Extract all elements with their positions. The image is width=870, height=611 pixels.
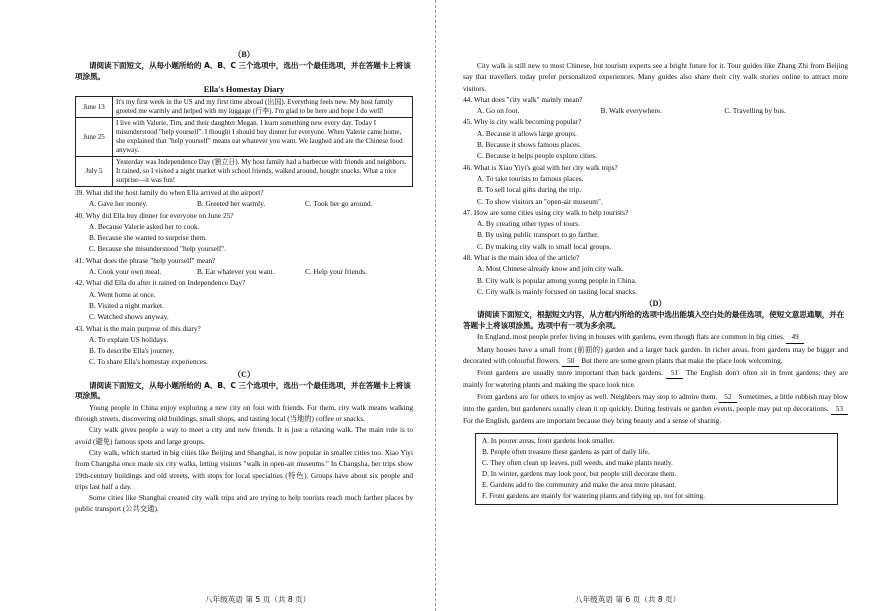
option-b: B. To sell local gifts during the trip. — [477, 185, 582, 195]
option-b: B. Greeted her warmly. — [197, 199, 266, 209]
diary-date: July 5 — [76, 157, 113, 187]
text-run: The English don't often sit in front gardens; they are mainly for watering plants and making the space look nice. — [463, 368, 848, 390]
question-48: 48. What is the main idea of the article? — [463, 253, 580, 263]
option-b: B. Eat whatever you want. — [197, 267, 275, 277]
instruction-d-text: 请阅读下面短文，根据短文内容，从方框内所给的选项中选出能填入空白处的最佳选项，使短文意思通顺，并在答题卡上将该项涂黑。选项中有一项为多余项。 — [463, 310, 845, 330]
options-39 — [75, 198, 413, 209]
passage-paragraph: City walk gives people a way to meet a city and new friends. It is just a relaxing walk. The main rule is to avoid (避免) famous spots and large groups. — [75, 425, 413, 446]
text-run: In England, most people prefer living in houses with gardens, even though flats are common in big cities. — [477, 332, 787, 342]
option-b: B. City walk is popular among young people in China. — [477, 275, 637, 285]
page-footer-right: 八年级英语 第 6 页（共 8 页） — [575, 595, 681, 604]
question-39: 39. What did the host family do when Ella arrived at the airport? — [75, 188, 264, 197]
option-b: B. Visited a night market. — [89, 300, 164, 310]
diary-date: June 13 — [76, 97, 113, 118]
option-c: C. Watched shows anyway. — [89, 312, 169, 322]
blank-51: 51 — [666, 367, 683, 379]
option-c: C. To show visitors an "open-air museum". — [477, 196, 603, 206]
blank-49: 49 — [786, 331, 803, 343]
instruction-b-text: 请阅读下面短文，从每小题所给的 A、B、C 三个选项中，选出一个最佳选项，并在答题卡上将该项涂黑。 — [75, 61, 411, 81]
text-run: Front gardens are for others to enjoy as well. Neighbors may stop to admire them. — [477, 391, 720, 401]
option-b: B. By using public transport to go farther. — [477, 230, 599, 240]
question-40: 40. Why did Ella buy dinner for everyone on June 25? — [75, 210, 234, 220]
option-a: A. To take tourists to famous places. — [477, 173, 584, 183]
section-d-heading: （D） — [644, 299, 667, 309]
option-a: A. Most Chinese already know and join city walk. — [477, 264, 624, 274]
text-run: For the English, gardens are important because they bring beauty and a sense of sharing. — [463, 416, 722, 426]
passage-paragraph — [463, 344, 848, 368]
blank-53: 53 — [831, 403, 848, 415]
question-47: 47. How are some cities using city walk to help tourists? — [463, 207, 629, 217]
option-b: B. To describe Ella's journey. — [89, 346, 175, 356]
option-c: C. Took her go around. — [305, 199, 373, 209]
option-b: B. Walk everywhere. — [600, 106, 662, 116]
option-c: C. City walk is mainly focused on tasting local snacks. — [477, 286, 637, 296]
text-run: Front gardens are usually more important than back gardens. — [477, 368, 666, 378]
table-row — [76, 118, 413, 157]
question-41: 41. What does the phrase "help yourself" mean? — [75, 255, 216, 265]
question-44: 44. What does "city walk" mainly mean? — [463, 94, 583, 104]
box-option-b: B. People often treasure these gardens as part of daily life. — [482, 447, 650, 456]
option-a: A. Go on foot. — [477, 106, 520, 116]
option-b: B. Because she wanted to surprise them. — [89, 233, 207, 243]
option-a: A. Because it allows large groups. — [477, 128, 577, 138]
option-c: C. Because it helps people explore cities. — [477, 151, 597, 161]
table-row — [76, 157, 413, 187]
option-c: C. Because she misunderstood "help yourself". — [89, 244, 227, 254]
section-b-heading: （B） — [233, 50, 255, 59]
diary-title: Ella's Homestay Diary — [203, 85, 285, 94]
page-footer-left: 八年级英语 第 5 页（共 8 页） — [205, 595, 311, 604]
box-option-a: A. In poorer areas, front gardens look smaller. — [482, 436, 615, 445]
text-run: But there are some green plants that make the place look welcoming. — [579, 355, 783, 365]
options-41 — [75, 266, 413, 277]
instruction-c — [75, 381, 413, 402]
passage-paragraph — [463, 367, 848, 391]
text-run: Sometimes, a little rubbish may blow into the garden, but gardeners usually clean it up quickly. During festivals or garden events, people may put up decorations. — [463, 391, 848, 414]
option-a: A. Gave her money. — [89, 199, 148, 209]
question-42: 42. What did Ella do after it rained on Independence Day? — [75, 278, 246, 288]
instruction-b — [75, 61, 413, 82]
blank-50: 50 — [562, 355, 579, 367]
option-a: A. Cook your own meal. — [89, 267, 162, 277]
diary-entry: It's my first week in the US and my first time abroad (出国). Everything feels new. My host family greeted me warmly and helped with my luggage (行李). I'm glad to be here and hope I do well! — [113, 97, 413, 118]
text-run: Many houses have a small front (前面的) garden and a larger back garden. In richer areas, front gardens may be bigger and decorated with colourful flowers. — [463, 344, 848, 365]
option-a: A. Because Valerie asked her to cook. — [89, 221, 200, 231]
options-44 — [463, 105, 848, 116]
box-option-d: D. In winter, gardens may look poor, but people still decorate them. — [482, 469, 677, 478]
passage-paragraph: Young people in China enjoy exploring a new city on foot with friends. For them, city walk means walking through streets, discovering old buildings, small shops, and tasting local (当地的) coffee or snacks. — [75, 402, 413, 424]
option-c: C. By making city walk to small local groups. — [477, 241, 612, 251]
passage-paragraph: City walk, which started in big cities like Beijing and Shanghai, is now popular in smaller cities too. Xiao Yiyi from Changsha once made six city walks, letting visitors "walk in open-air museums." In Changsha, her trips show 19th-century buildings and old streets, with stops for local specialties (特色). Groups have about six people and trips last half a day. — [75, 447, 413, 491]
option-c: C. Help your friends. — [305, 267, 367, 277]
instruction-c-text: 请阅读下面短文，从每小题所给的 A、B、C 三个选项中，选出一个最佳选项，并在答题卡上将该项涂黑。 — [75, 380, 411, 401]
option-c: C. Travelling by bus. — [724, 106, 786, 116]
question-45: 45. Why is city walk becoming popular? — [463, 117, 582, 127]
option-c: C. To share Ella's homestay experiences. — [89, 357, 208, 367]
passage-paragraph: City walk is still new to most Chinese, but tourism experts see a bright future for it. Tour guides like Zhang Zhi from Beijing say that travellers today prefer personalized experiences. Many guides also share their city walk stories online to attract more visitors. — [463, 61, 848, 93]
table-row — [76, 97, 413, 118]
question-43: 43. What is the main purpose of this diary? — [75, 323, 201, 333]
question-46: 46. What is Xiao Yiyi's goal with her city walk trips? — [463, 162, 618, 172]
blank-52: 52 — [719, 391, 736, 403]
section-c-heading: （C） — [233, 369, 255, 379]
page-6 — [435, 0, 870, 611]
option-a: A. By creating other types of tours. — [477, 219, 580, 229]
passage-paragraph — [463, 331, 848, 343]
passage-paragraph: Some cities like Shanghai created city walk trips and are trying to help tourists reach much farther places by public transport (公共交通). — [75, 493, 413, 514]
option-a: A. To explain US holidays. — [89, 334, 169, 344]
option-b: B. Because it shows famous places. — [477, 140, 581, 150]
instruction-d — [463, 310, 848, 331]
box-option-e: E. Gardens add to the community and make the area more pleasant. — [482, 480, 677, 489]
diary-entry: Yesterday was Independence Day (独立日). My host family had a barbecue with friends and neighbors. It rained, so I visited a night market with school friends, walked around, bought snacks. What a nice surprise—it was fun! — [113, 157, 413, 187]
options-box — [475, 433, 838, 505]
option-a: A. Went home at once. — [89, 289, 156, 299]
passage-paragraph — [463, 391, 848, 427]
box-option-f: F. Front gardens are mainly for watering plants and tidying up, not for sitting. — [482, 491, 705, 500]
box-option-c: C. They often clean up leaves, pull weeds, and make plants neatly. — [482, 458, 673, 467]
diary-entry: I live with Valerie, Tim, and their daughter Megan. I learn something new every day. Today I misunderstood "help yourself". I thought I should buy dinner for everyone. When Valerie came home, she explained that "help yourself" means eat whatever you want. We laughed and ate the Chinese food anyway. — [113, 118, 413, 157]
diary-table — [75, 96, 413, 187]
diary-date: June 25 — [76, 118, 113, 157]
